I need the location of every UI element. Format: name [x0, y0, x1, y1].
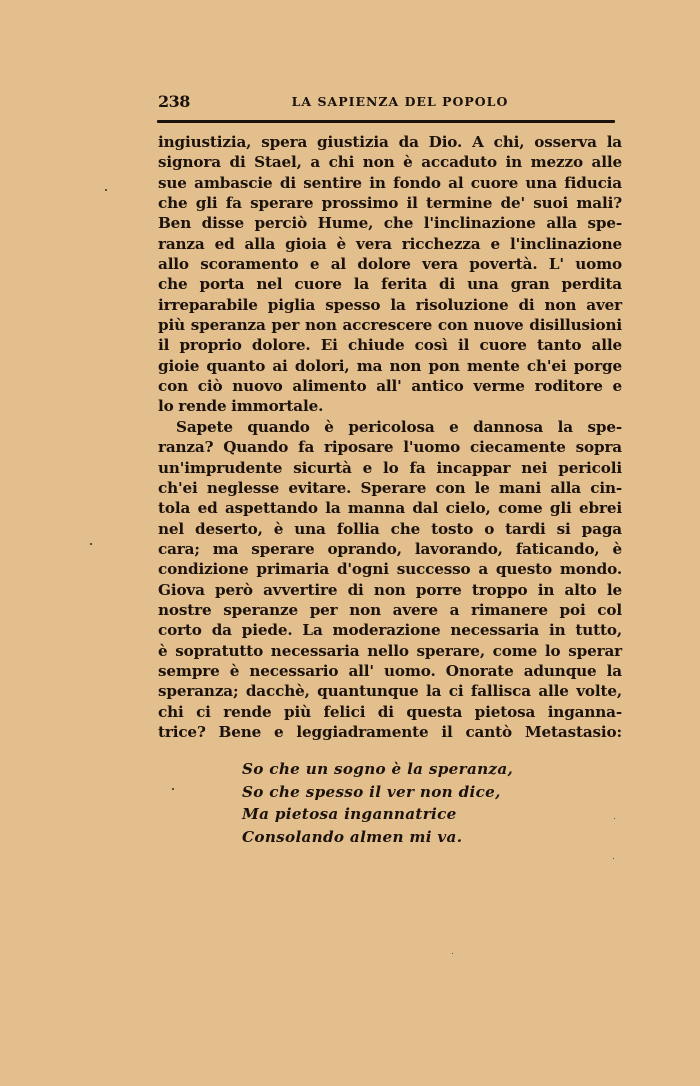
verse-line: So che un sogno è la speranza, — [242, 760, 514, 778]
text-line: ranza? Quando fa riposare l'uomo ciecamente sopra — [158, 438, 622, 457]
text-line: sue ambascie di sentire in fondo al cuore una fiducia — [158, 173, 622, 192]
paper-speck — [614, 818, 615, 819]
paper-speck — [105, 189, 107, 191]
text-line: ingiustizia, spera giustizia da Dio. A chi, osserva la — [158, 133, 622, 151]
paragraph-1 — [158, 132, 622, 417]
text-line: Sapete quando è pericolosa e dannosa la spe- — [176, 417, 622, 436]
text-line: sempre è necessario all' uomo. Onorate adunque la — [158, 661, 622, 680]
text-line: allo scoramento e al dolore vera povertà. L' uomo — [158, 255, 622, 274]
book-page — [158, 90, 622, 114]
text-line: che porta nel cuore la ferita di una gran perdita — [158, 275, 622, 294]
text-line: con ciò nuovo alimento all' antico verme roditore e — [158, 377, 622, 396]
text-line: gioie quanto ai dolori, ma non pon mente ch'ei porge — [158, 356, 622, 375]
text-line: Ben disse perciò Hume, che l'inclinazione alla spe- — [158, 214, 622, 233]
text-line: irreparabile piglia spesso la risoluzione di non aver — [158, 295, 622, 314]
header-rule — [157, 120, 615, 123]
text-line: signora di Stael, a chi non è accaduto in mezzo alle — [158, 153, 622, 172]
paper-speck — [613, 858, 614, 859]
body-text — [158, 132, 622, 742]
verse-line: Ma pietosa ingannatrice — [242, 805, 457, 823]
text-line: chi ci rende più felici di questa pietosa inganna- — [158, 702, 622, 721]
verse-quote — [242, 758, 513, 848]
text-line: speranza; dacchè, quantunque la ci fallisca alle volte, — [158, 682, 622, 701]
verse-line: So che spesso il ver non dice, — [242, 782, 501, 801]
running-title: LA SAPIENZA DEL POPOLO — [291, 94, 509, 109]
text-line: è sopratutto necessaria nello sperare, come lo sperar — [158, 641, 622, 660]
page-number: 238 — [158, 92, 190, 111]
paper-speck — [90, 543, 92, 545]
text-line: più speranza per non accrescere con nuove disillusioni — [158, 316, 622, 335]
text-line: condizione primaria d'ogni successo a questo mondo. — [158, 560, 622, 579]
running-head — [158, 90, 622, 114]
text-line: il proprio dolore. Ei chiude così il cuore tanto alle — [158, 336, 622, 355]
text-line: tola ed aspettando la manna dal cielo, come gli ebrei — [158, 499, 622, 518]
text-line: ch'ei neglesse evitare. Sperare con le mani alla cin- — [158, 478, 622, 497]
paragraph-2 — [158, 417, 622, 743]
paper-speck — [172, 788, 174, 790]
text-line: nel deserto, è una follia che tosto o tardi si paga — [158, 519, 622, 538]
text-line: cara; ma sperare oprando, lavorando, faticando, è — [158, 539, 622, 558]
text-line: corto da piede. La moderazione necessaria in tutto, — [158, 621, 622, 640]
paper-speck — [452, 953, 453, 954]
text-line: che gli fa sperare prossimo il termine de' suoi mali? — [158, 194, 622, 213]
text-line: ranza ed alla gioia è vera ricchezza e l'inclinazione — [158, 234, 622, 253]
text-line: lo rende immortale. — [158, 397, 324, 416]
text-line: un'imprudente sicurtà e lo fa incappar nei pericoli — [158, 458, 622, 477]
text-line: Giova però avvertire di non porre troppo in alto le — [158, 580, 622, 599]
verse-line: Consolando almen mi va. — [242, 827, 463, 846]
text-line: nostre speranze per non avere a rimanere poi col — [158, 600, 622, 619]
text-line: trice? Bene e leggiadramente il cantò Metastasio: — [158, 722, 622, 741]
